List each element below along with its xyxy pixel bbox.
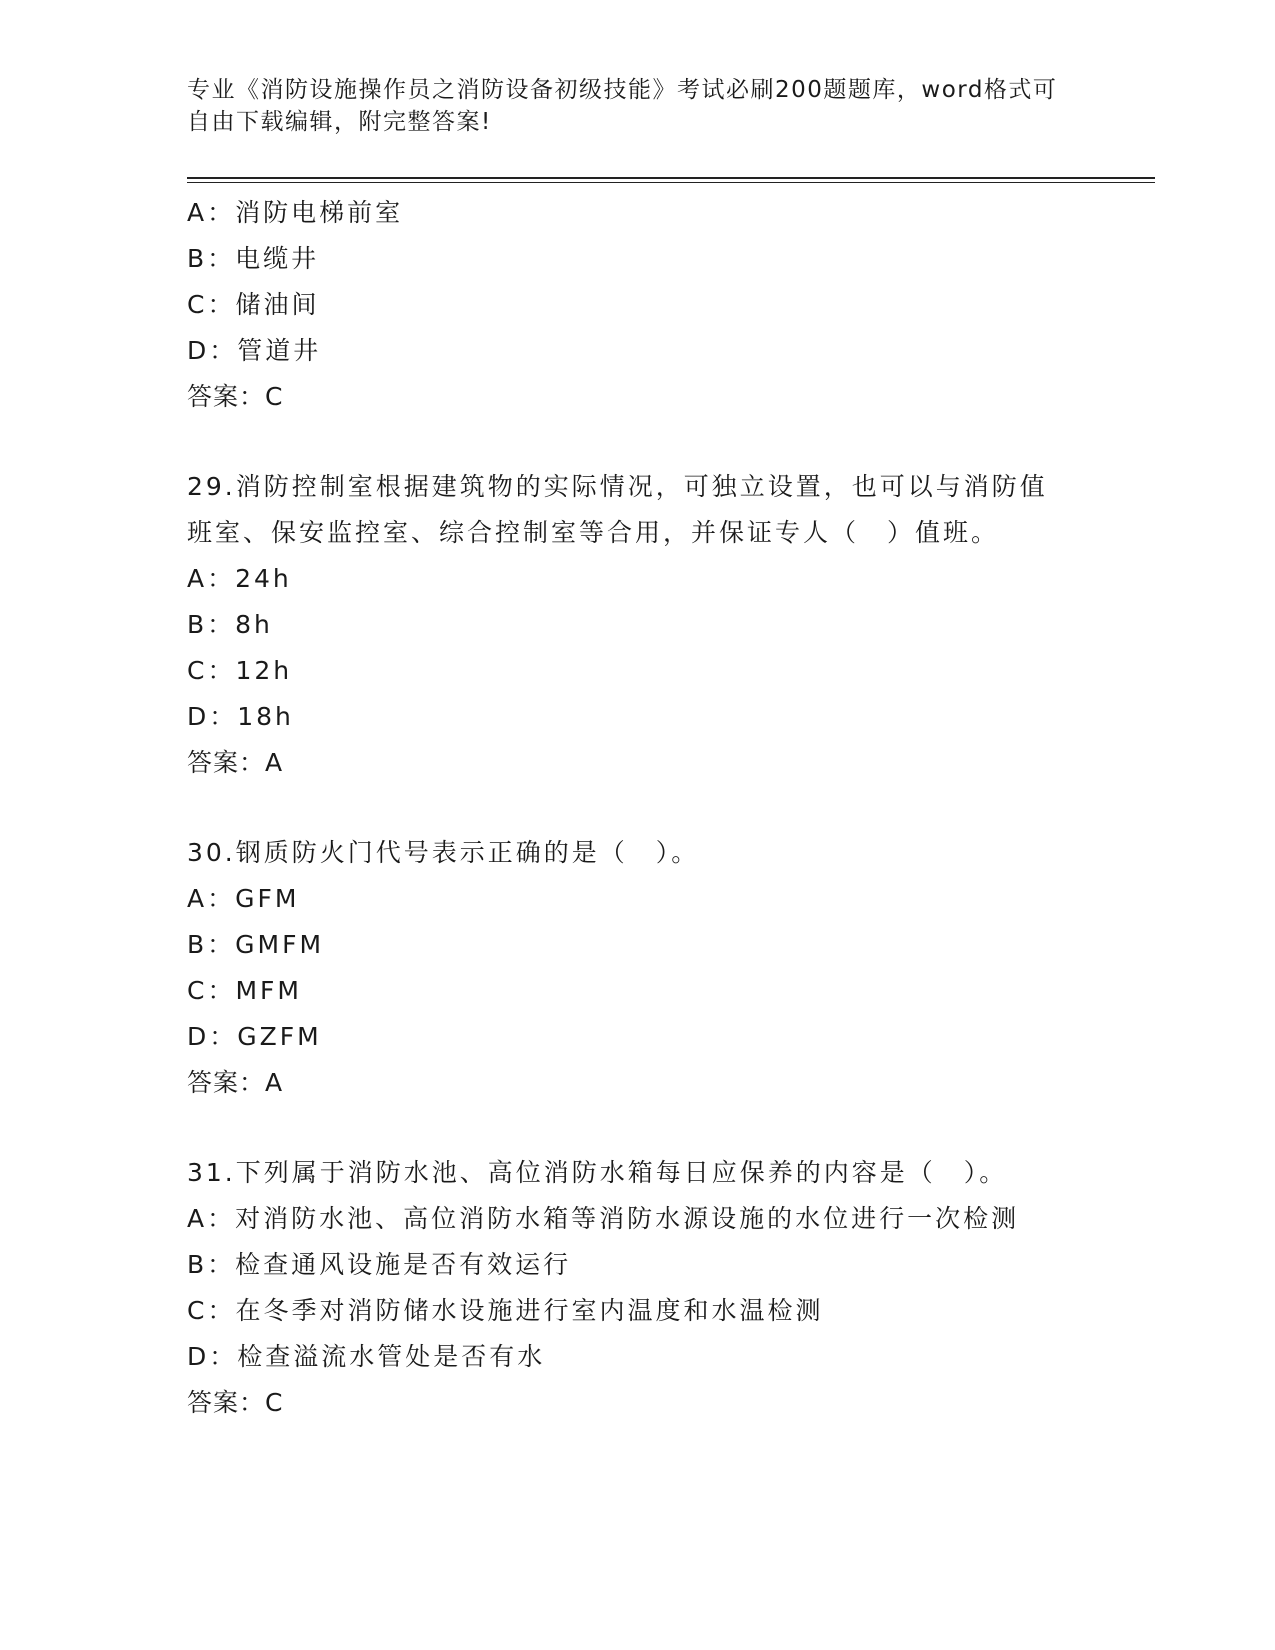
header-divider-thin bbox=[187, 182, 1155, 183]
option-c: C：在冬季对消防储水设施进行室内温度和水温检测 bbox=[187, 1296, 824, 1325]
option-a: A：对消防水池、高位消防水箱等消防水源设施的水位进行一次检测 bbox=[187, 1204, 1020, 1233]
document-header bbox=[187, 74, 1067, 138]
option-c: C：12h bbox=[187, 656, 293, 685]
option-d: D：管道井 bbox=[187, 336, 322, 365]
option-b: B：电缆井 bbox=[187, 244, 320, 273]
answer-line: 答案：C bbox=[187, 1388, 284, 1417]
option-b: B：8h bbox=[187, 610, 273, 639]
question-stem: 31.下列属于消防水池、高位消防水箱每日应保养的内容是（ ）。 bbox=[187, 1158, 1008, 1187]
option-c: C：储油间 bbox=[187, 290, 320, 319]
question-list bbox=[187, 190, 1087, 1426]
spacer bbox=[187, 420, 1087, 464]
answer-line: 答案：A bbox=[187, 748, 284, 777]
question-31 bbox=[187, 1150, 1087, 1426]
header-line-2: 自由下载编辑，附完整答案! bbox=[187, 109, 492, 135]
option-a: A：消防电梯前室 bbox=[187, 198, 404, 227]
option-c: C：MFM bbox=[187, 976, 302, 1005]
question-stem-continued: 班室、保安监控室、综合控制室等合用，并保证专人（ ）值班。 bbox=[187, 518, 1000, 547]
option-d: D：检查溢流水管处是否有水 bbox=[187, 1342, 546, 1371]
answer-line: 答案：A bbox=[187, 1068, 284, 1097]
question-stem: 30.钢质防火门代号表示正确的是（ ）。 bbox=[187, 838, 700, 867]
question-29 bbox=[187, 464, 1087, 786]
option-b: B：检查通风设施是否有效运行 bbox=[187, 1250, 572, 1279]
question-stem: 29.消防控制室根据建筑物的实际情况，可独立设置，也可以与消防值 bbox=[187, 472, 1048, 501]
spacer bbox=[187, 786, 1087, 830]
option-a: A：GFM bbox=[187, 884, 300, 913]
answer-line: 答案：C bbox=[187, 382, 284, 411]
header-divider-thick bbox=[187, 177, 1155, 179]
question-30 bbox=[187, 830, 1087, 1106]
option-b: B：GMFM bbox=[187, 930, 325, 959]
option-d: D：18h bbox=[187, 702, 294, 731]
question-28 bbox=[187, 190, 1087, 420]
spacer bbox=[187, 1106, 1087, 1150]
option-a: A：24h bbox=[187, 564, 292, 593]
option-d: D：GZFM bbox=[187, 1022, 322, 1051]
header-line-1: 专业《消防设施操作员之消防设备初级技能》考试必刷200题题库，word格式可 bbox=[187, 77, 1058, 103]
